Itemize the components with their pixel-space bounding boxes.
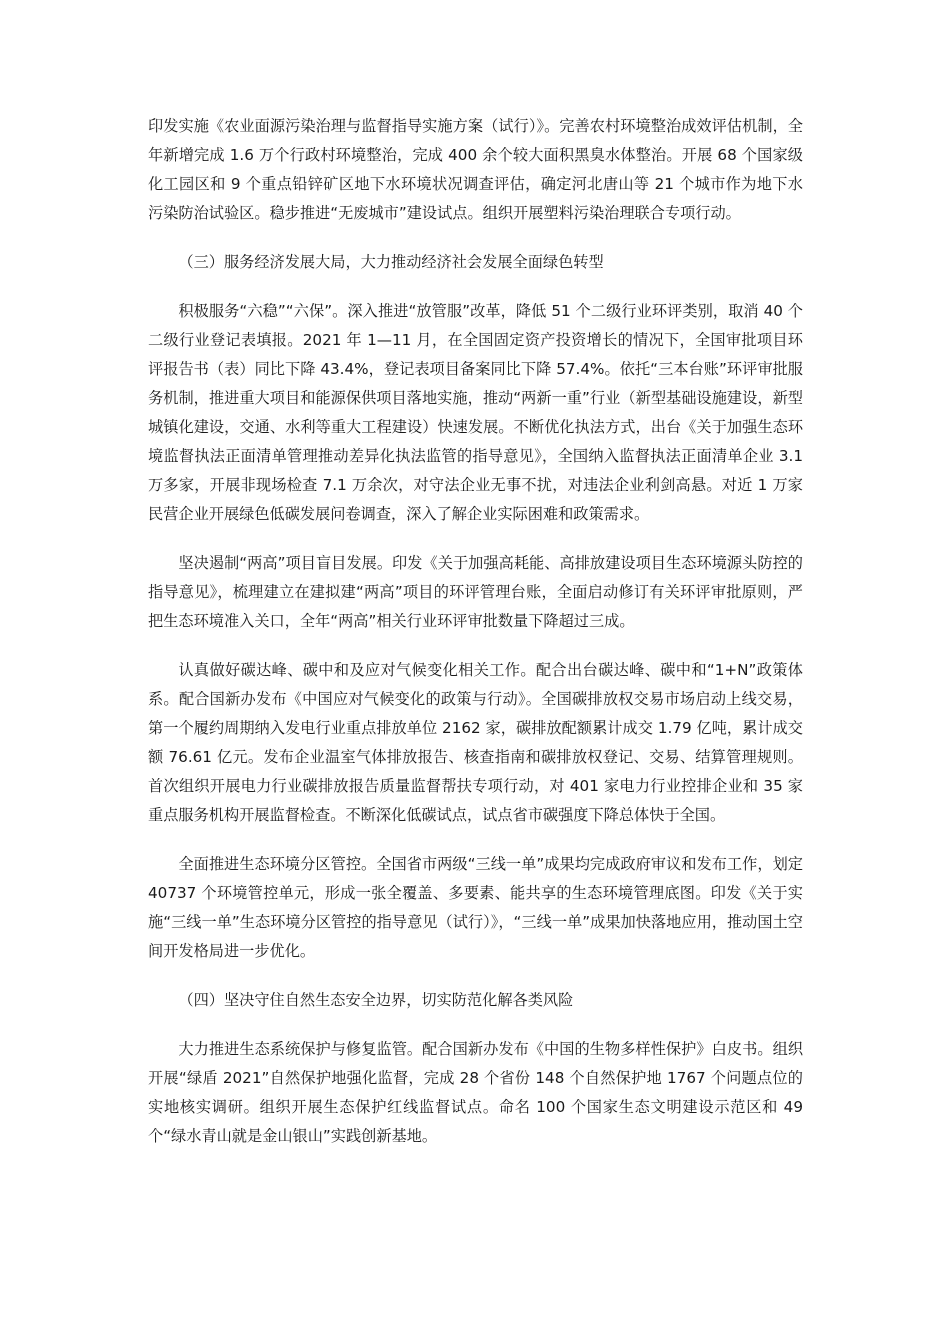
section-heading-three: （三）服务经济发展大局，大力推动经济社会发展全面绿色转型 [178,253,604,271]
paragraph-two-highs: 坚决遏制“两高”项目盲目发展。印发《关于加强高耗能、高排放建设项目生态环境源头防控的指导意见》，梳理建立在建拟建“两高”项目的环评管理台账，全面启动修订有关环评审批原则，严把生态环境准入关口，全年“两高”相关行业环评审批数量下降超过三成。 [148,554,803,630]
section-heading-four: （四）坚决守住自然生态安全边界，切实防范化解各类风险 [178,991,574,1009]
document-body [148,112,803,1171]
paragraph-ecosystem-protection: 大力推进生态系统保护与修复监管。配合国新办发布《中国的生物多样性保护》白皮书。组织开展“绿盾 2021”自然保护地强化监督，完成 28 个省份 148 个自然保护地 1767 个问题点位的实地核实调研。组织开展生态保护红线监督试点。命名 100 个国家生态文明建设示范区和 49 个“绿水青山就是金山银山”实践创新基地。 [148,1040,803,1145]
paragraph-rural-pollution: 印发实施《农业面源污染治理与监督指导实施方案（试行）》。完善农村环境整治成效评估机制，全年新增完成 1.6 万个行政村环境整治，完成 400 余个较大面积黑臭水体整治。开展 68 个国家级化工园区和 9 个重点铅锌矿区地下水环境状况调查评估，确定河北唐山等 21 个城市作为地下水污染防治试验区。稳步推进“无废城市”建设试点。组织开展塑料污染治理联合专项行动。 [148,117,803,222]
paragraph-carbon-peak: 认真做好碳达峰、碳中和及应对气候变化相关工作。配合出台碳达峰、碳中和“1+N”政策体系。配合国新办发布《中国应对气候变化的政策与行动》。全国碳排放权交易市场启动上线交易，第一个履约周期纳入发电行业重点排放单位 2162 家，碳排放配额累计成交 1.79 亿吨，累计成交额 76.61 亿元。发布企业温室气体排放报告、核查指南和碳排放权登记、交易、结算管理规则。首次组织开展电力行业碳排放报告质量监督帮扶专项行动，对 401 家电力行业控排企业和 35 家重点服务机构开展监督检查。不断深化低碳试点，试点省市碳强度下降总体快于全国。 [148,661,803,824]
paragraph-zoning-control: 全面推进生态环境分区管控。全国省市两级“三线一单”成果均完成政府审议和发布工作，划定 40737 个环境管控单元，形成一张全覆盖、多要素、能共享的生态环境管理底图。印发《关于实施“三线一单”生态环境分区管控的指导意见（试行）》，“三线一单”成果加快落地应用，推动国土空间开发格局进一步优化。 [148,855,803,960]
paragraph-six-stability: 积极服务“六稳”“六保”。深入推进“放管服”改革，降低 51 个二级行业环评类别，取消 40 个二级行业登记表填报。2021 年 1—11 月，在全国固定资产投资增长的情况下，全国审批项目环评报告书（表）同比下降 43.4%，登记表项目备案同比下降 57.4%。依托“三本台账”环评审批服务机制，推进重大项目和能源保供项目落地实施，推动“两新一重”行业（新型基础设施建设，新型城镇化建设，交通、水利等重大工程建设）快速发展。不断优化执法方式，出台《关于加强生态环境监督执法正面清单管理推动差异化执法监管的指导意见》，全国纳入监督执法正面清单企业 3.1 万多家，开展非现场检查 7.1 万余次，对守法企业无事不扰，对违法企业利剑高悬。对近 1 万家民营企业开展绿色低碳发展问卷调查，深入了解企业实际困难和政策需求。 [148,302,803,523]
